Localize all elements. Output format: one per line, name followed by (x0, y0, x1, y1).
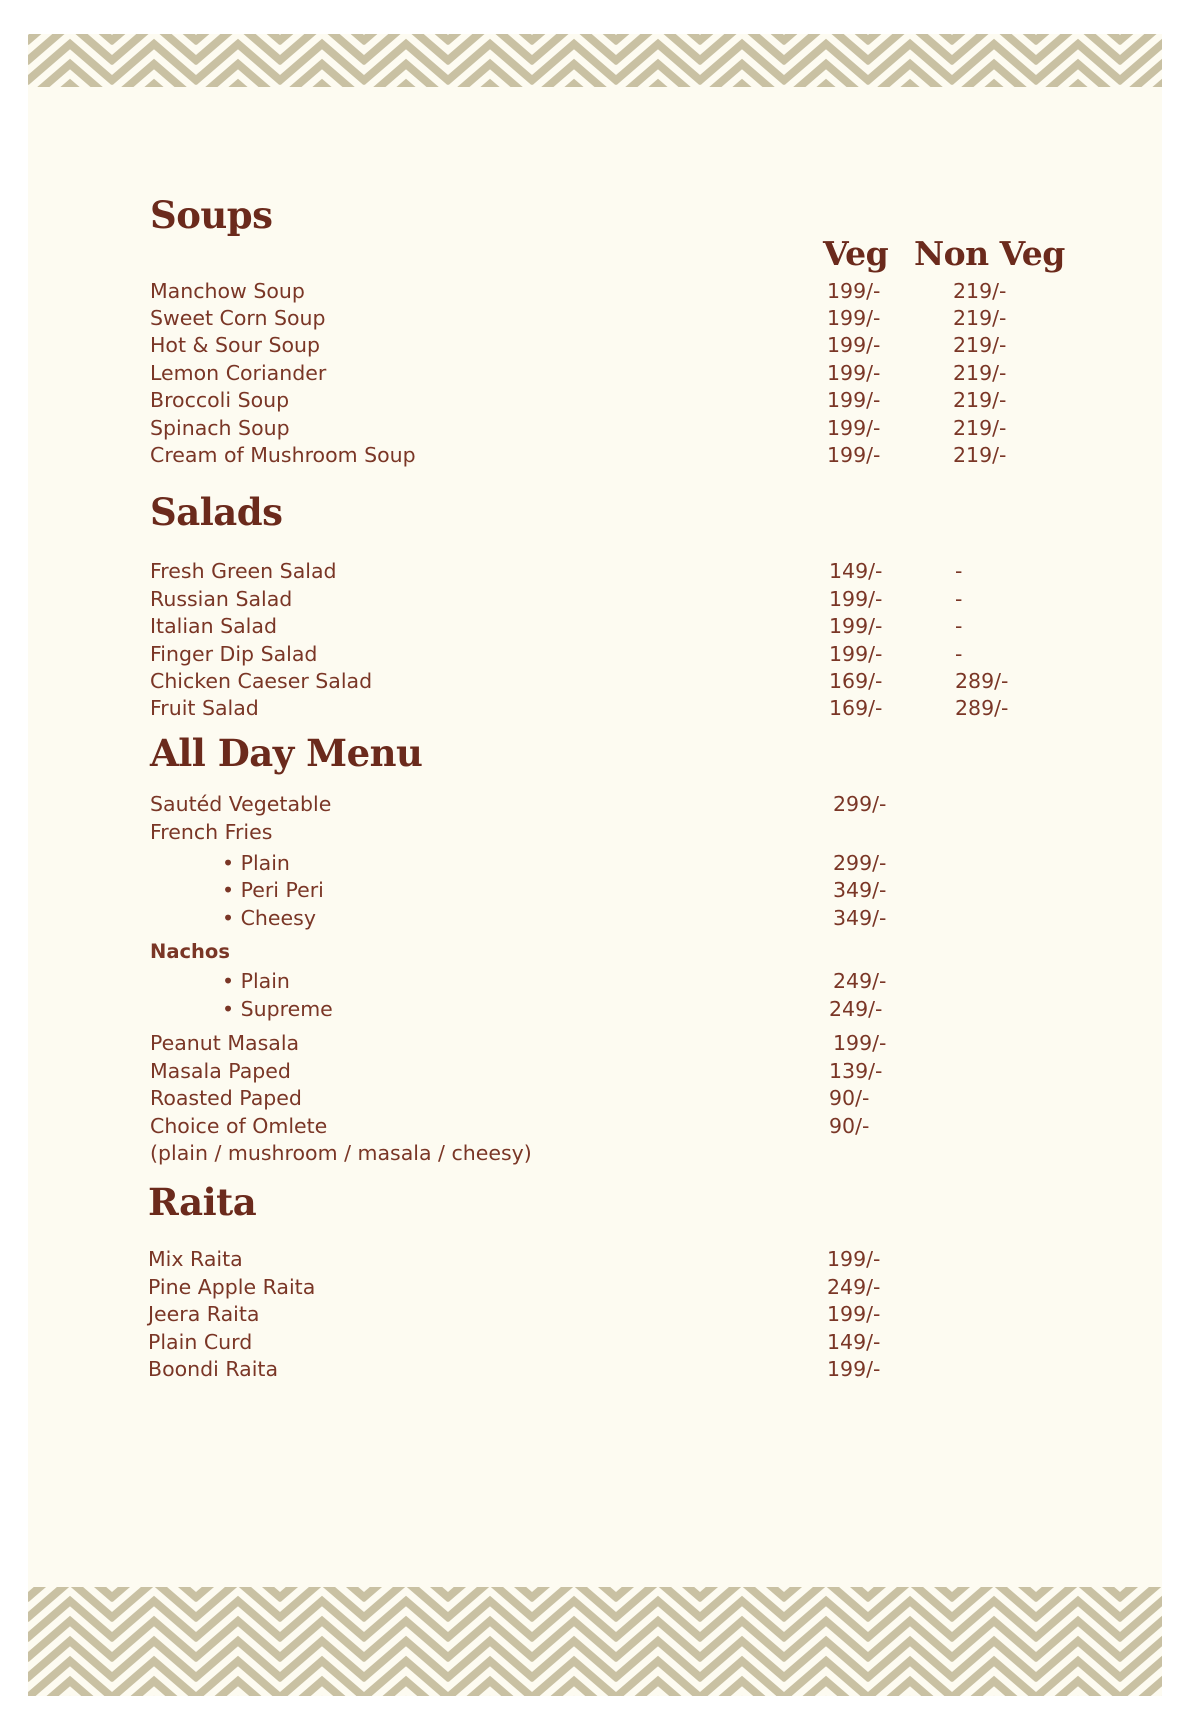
raita-item-name: Boondi Raita (148, 1357, 279, 1381)
salad-item-nonveg-price: - (955, 614, 963, 638)
top-chevron-border (28, 34, 1162, 87)
all-day-item-price: 139/- (829, 1059, 883, 1083)
all-day-item-name: French Fries (150, 820, 273, 844)
menu-page (28, 34, 1162, 1696)
all-day-group-name: Nachos (150, 940, 230, 963)
soup-item-nonveg-price: 219/- (953, 333, 1007, 357)
soup-item-veg-price: 199/- (827, 333, 881, 357)
raita-item-name: Plain Curd (148, 1330, 253, 1354)
all-day-item-name: Peanut Masala (150, 1031, 300, 1055)
all-day-item-price: 90/- (829, 1086, 870, 1110)
soup-item-name: Manchow Soup (150, 279, 305, 303)
section-title-raita: Raita (148, 1180, 257, 1224)
salad-item-veg-price: 149/- (829, 559, 883, 583)
all-day-item-price: 299/- (833, 792, 887, 816)
salad-item-name: Chicken Caeser Salad (150, 669, 373, 693)
all-day-subitem-name: • Cheesy (222, 906, 316, 930)
raita-item-name: Mix Raita (148, 1247, 243, 1271)
salad-item-name: Italian Salad (150, 614, 277, 638)
salad-item-veg-price: 199/- (829, 642, 883, 666)
bottom-chevron-border (28, 1587, 1162, 1696)
soup-item-nonveg-price: 219/- (953, 416, 1007, 440)
all-day-item-note: (plain / mushroom / masala / cheesy) (150, 1141, 532, 1165)
all-day-item-price: 349/- (833, 878, 887, 902)
soup-item-veg-price: 199/- (827, 416, 881, 440)
soup-item-nonveg-price: 219/- (953, 388, 1007, 412)
soup-item-name: Spinach Soup (150, 416, 290, 440)
salad-item-nonveg-price: - (955, 559, 963, 583)
soup-item-name: Hot & Sour Soup (150, 333, 321, 357)
soup-item-name: Lemon Coriander (150, 361, 327, 385)
soup-item-nonveg-price: 219/- (953, 279, 1007, 303)
salad-item-name: Russian Salad (150, 587, 293, 611)
all-day-item-price: 90/- (829, 1114, 870, 1138)
salad-item-nonveg-price: - (955, 642, 963, 666)
salad-item-nonveg-price: 289/- (955, 669, 1009, 693)
raita-item-price: 199/- (827, 1357, 881, 1381)
soup-item-name: Cream of Mushroom Soup (150, 443, 416, 467)
soup-item-veg-price: 199/- (827, 361, 881, 385)
section-title-all-day-menu: All Day Menu (150, 731, 423, 775)
section-title-salads: Salads (150, 490, 283, 534)
all-day-item-price: 249/- (829, 997, 883, 1021)
all-day-subitem-name: • Supreme (222, 997, 333, 1021)
salad-item-name: Fruit Salad (150, 696, 259, 720)
soup-item-veg-price: 199/- (827, 388, 881, 412)
all-day-item-name: Masala Paped (150, 1059, 291, 1083)
all-day-subitem-name: • Peri Peri (222, 878, 324, 902)
section-title-soups: Soups (150, 193, 273, 237)
raita-item-price: 199/- (827, 1302, 881, 1326)
salad-item-nonveg-price: - (955, 587, 963, 611)
soup-item-veg-price: 199/- (827, 443, 881, 467)
soup-item-name: Sweet Corn Soup (150, 306, 326, 330)
all-day-item-price: 199/- (833, 1031, 887, 1055)
salad-item-veg-price: 169/- (829, 669, 883, 693)
raita-item-price: 249/- (827, 1275, 881, 1299)
salad-item-nonveg-price: 289/- (955, 696, 1009, 720)
all-day-item-name: Sautéd Vegetable (150, 792, 332, 816)
salad-item-veg-price: 169/- (829, 696, 883, 720)
all-day-item-name: Choice of Omlete (150, 1114, 328, 1138)
all-day-subitem-name: • Plain (222, 969, 290, 993)
raita-item-price: 199/- (827, 1247, 881, 1271)
raita-item-price: 149/- (827, 1330, 881, 1354)
all-day-item-price: 349/- (833, 906, 887, 930)
soup-item-name: Broccoli Soup (150, 388, 290, 412)
soup-item-nonveg-price: 219/- (953, 443, 1007, 467)
soup-item-veg-price: 199/- (827, 306, 881, 330)
all-day-item-price: 249/- (833, 969, 887, 993)
column-header-veg: Veg (823, 234, 889, 273)
salad-item-veg-price: 199/- (829, 614, 883, 638)
raita-item-name: Pine Apple Raita (148, 1275, 316, 1299)
soup-item-nonveg-price: 219/- (953, 306, 1007, 330)
raita-item-name: Jeera Raita (148, 1302, 260, 1326)
all-day-item-price: 299/- (833, 851, 887, 875)
soup-item-veg-price: 199/- (827, 279, 881, 303)
all-day-item-name: Roasted Paped (150, 1086, 302, 1110)
all-day-subitem-name: • Plain (222, 851, 290, 875)
salad-item-name: Fresh Green Salad (150, 559, 337, 583)
column-header-non-veg: Non Veg (914, 234, 1065, 273)
salad-item-veg-price: 199/- (829, 587, 883, 611)
salad-item-name: Finger Dip Salad (150, 642, 318, 666)
soup-item-nonveg-price: 219/- (953, 361, 1007, 385)
